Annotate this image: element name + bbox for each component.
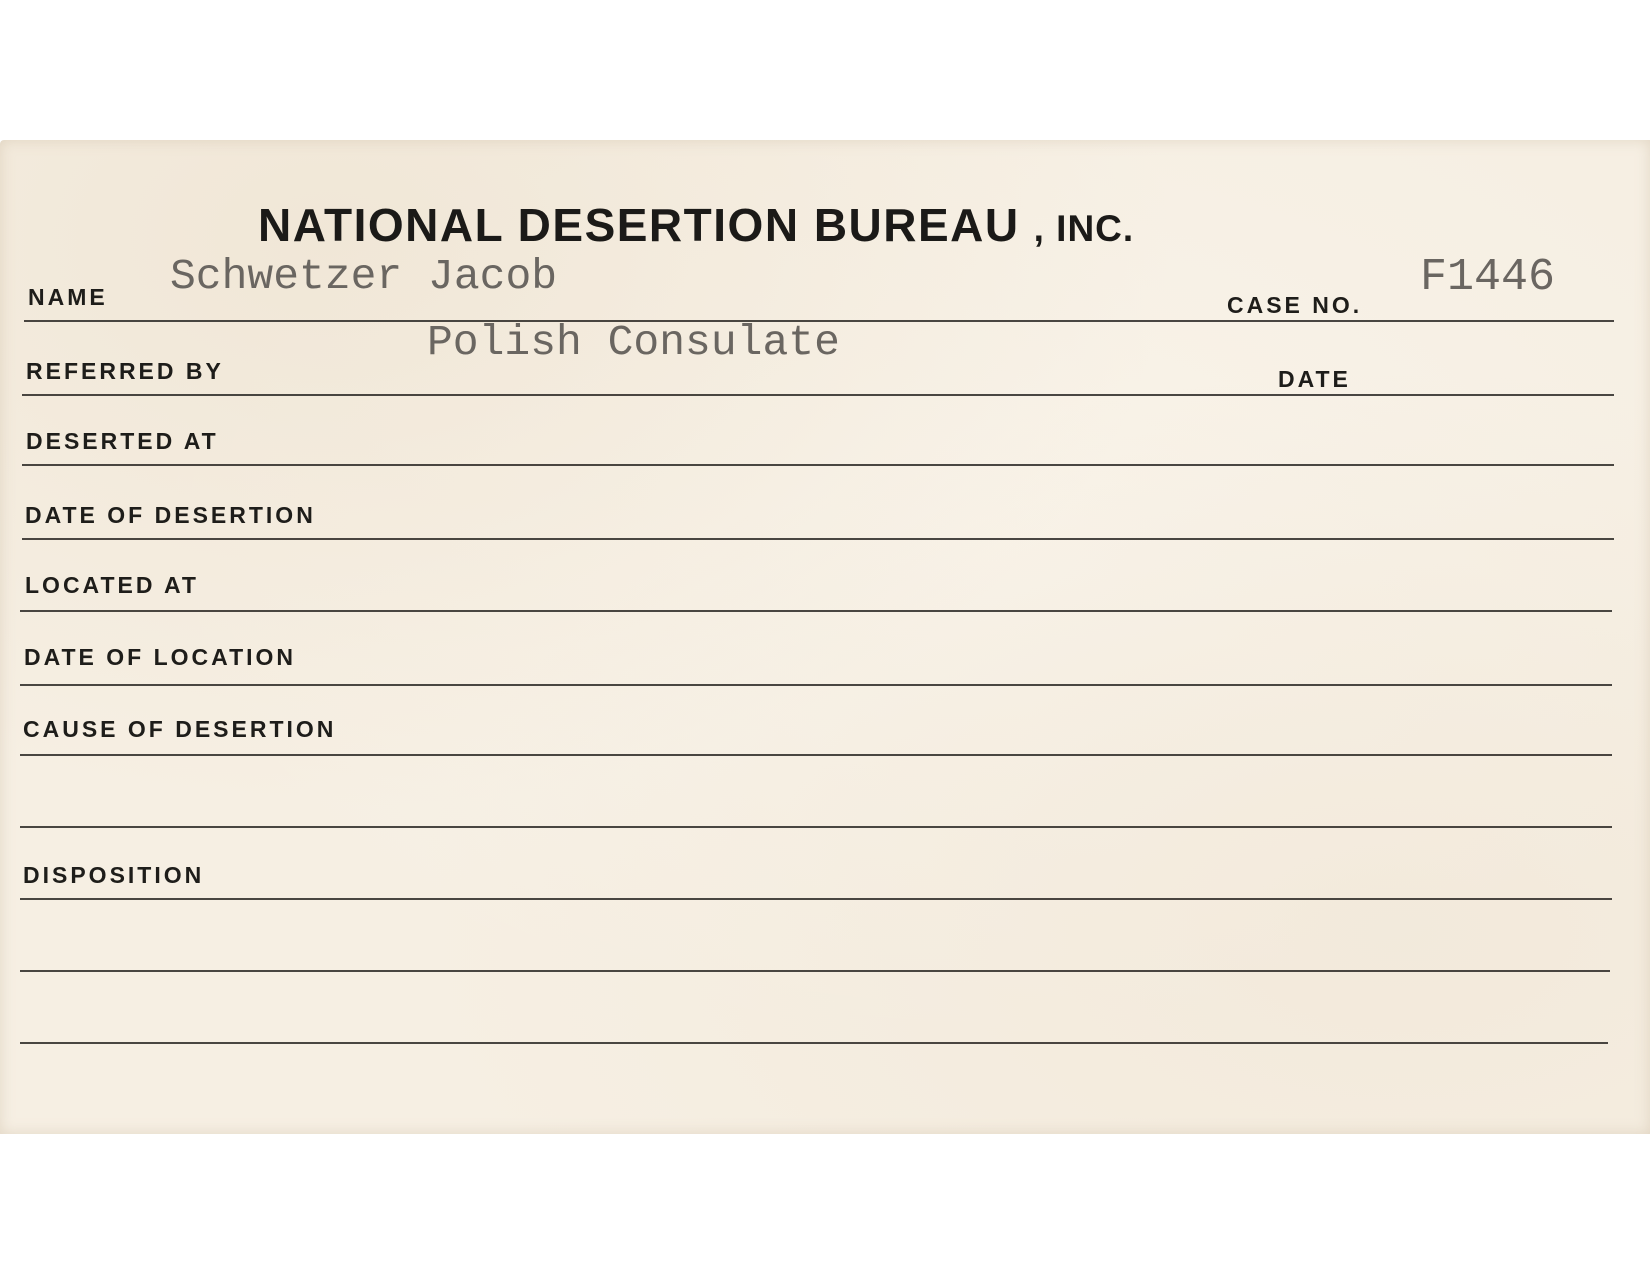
case-no-label: CASE NO.	[1227, 292, 1363, 318]
disposition-rule-3	[20, 1042, 1608, 1044]
referred-by-label: REFERRED BY	[26, 358, 224, 384]
located-at-label: LOCATED AT	[25, 572, 199, 598]
date-label: DATE	[1278, 366, 1351, 392]
disposition-rule-1	[20, 898, 1612, 900]
cause-of-desertion-rule-1	[20, 754, 1612, 756]
name-value: Schwetzer Jacob	[170, 252, 558, 301]
cause-of-desertion-rule-2	[20, 826, 1612, 828]
name-label: NAME	[28, 284, 108, 310]
disposition-label: DISPOSITION	[23, 862, 205, 888]
referred-by-rule	[22, 394, 1614, 396]
deserted-at-label: DESERTED AT	[26, 428, 219, 454]
card-title	[258, 198, 1134, 252]
deserted-at-rule	[22, 464, 1614, 466]
date-of-location-label: DATE OF LOCATION	[24, 644, 297, 670]
card-title-main: NATIONAL DESERTION BUREAU	[258, 199, 1020, 251]
referred-by-value: Polish Consulate	[427, 318, 840, 367]
index-card	[0, 140, 1650, 1134]
located-at-rule	[20, 610, 1612, 612]
cause-of-desertion-label: CAUSE OF DESERTION	[23, 716, 337, 742]
card-title-suffix: , INC.	[1033, 208, 1135, 249]
disposition-rule-2	[20, 970, 1610, 972]
date-of-desertion-label: DATE OF DESERTION	[25, 502, 316, 528]
date-of-location-rule	[20, 684, 1612, 686]
case-no-value: F1446	[1420, 252, 1556, 303]
date-of-desertion-rule	[22, 538, 1614, 540]
